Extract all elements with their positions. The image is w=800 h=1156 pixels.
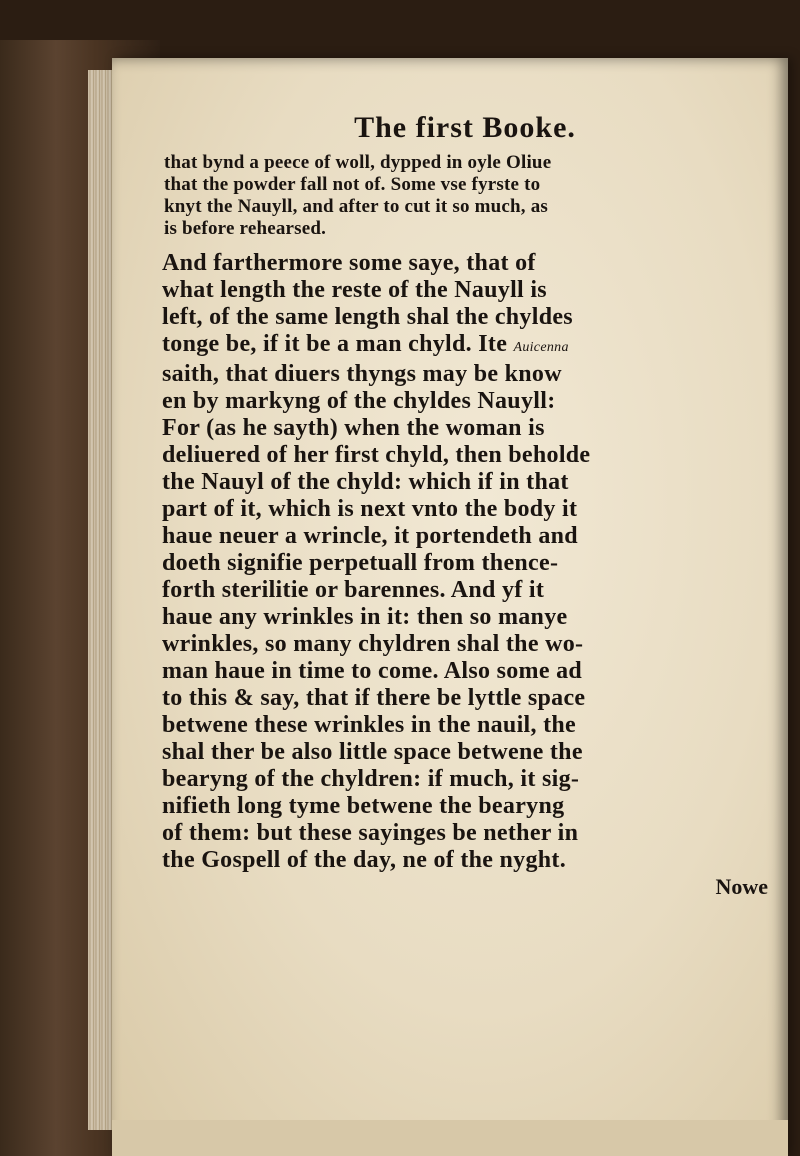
text-line: of them: but these sayinges be nether in bbox=[162, 820, 579, 846]
text-line: For (as he sayth) when the woman is bbox=[162, 415, 545, 441]
text-line: what length the reste of the Nauyll is bbox=[162, 277, 547, 303]
text-line: bearyng of the chyldren: if much, it sig- bbox=[162, 766, 580, 792]
text-line: shal ther be also little space betwene the bbox=[162, 739, 583, 765]
text-line: forth sterilitie or barennes. And yf it bbox=[162, 577, 545, 603]
text-line: saith, that diuers thyngs may be know bbox=[162, 361, 562, 387]
text-line: haue neuer a wrincle, it portendeth and bbox=[162, 523, 578, 549]
text-line: knyt the Nauyll, and after to cut it so much, as bbox=[164, 196, 548, 217]
text-line: en by markyng of the chyldes Nauyll: bbox=[162, 388, 556, 414]
text-line: that bynd a peece of woll, dypped in oyle Oliue bbox=[164, 152, 552, 173]
text-line: nifieth long tyme betwene the bearyng bbox=[162, 793, 565, 819]
text-line: that the powder fall not of. Some vse fyrste to bbox=[164, 174, 541, 195]
text-line: left, of the same length shal the chyldes bbox=[162, 304, 573, 330]
text-line: wrinkles, so many chyldren shal the wo- bbox=[162, 631, 584, 657]
text-line: the Nauyl of the chyld: which if in that bbox=[162, 469, 569, 495]
text-line: tonge be, if it be a man chyld. Ite bbox=[162, 331, 508, 357]
text-line: And farthermore some saye, that of bbox=[162, 250, 536, 276]
text-line: betwene these wrinkles in the nauil, the bbox=[162, 712, 576, 738]
text-line: is before rehearsed. bbox=[164, 218, 327, 239]
small-text-block bbox=[164, 152, 790, 240]
catchword: Nowe bbox=[715, 874, 768, 899]
text-line: to this & say, that if there be lyttle space bbox=[162, 685, 586, 711]
text-line: haue any wrinkles in it: then so manye bbox=[162, 604, 568, 630]
marginal-note: Auicenna bbox=[513, 340, 569, 355]
large-text-block bbox=[162, 250, 790, 900]
text-line: the Gospell of the day, ne of the nyght. bbox=[162, 847, 567, 873]
text-line: doeth signifie perpetuall from thence- bbox=[162, 550, 559, 576]
page-bottom-edge bbox=[112, 1120, 788, 1156]
running-head: The first Booke. bbox=[354, 111, 576, 144]
text-line: part of it, which is next vnto the body it bbox=[162, 496, 578, 522]
text-line-with-note bbox=[162, 331, 790, 361]
text-line: man haue in time to come. Also some ad bbox=[162, 658, 583, 684]
page-text bbox=[140, 110, 790, 900]
text-line: deliuered of her first chyld, then beholde bbox=[162, 442, 591, 468]
